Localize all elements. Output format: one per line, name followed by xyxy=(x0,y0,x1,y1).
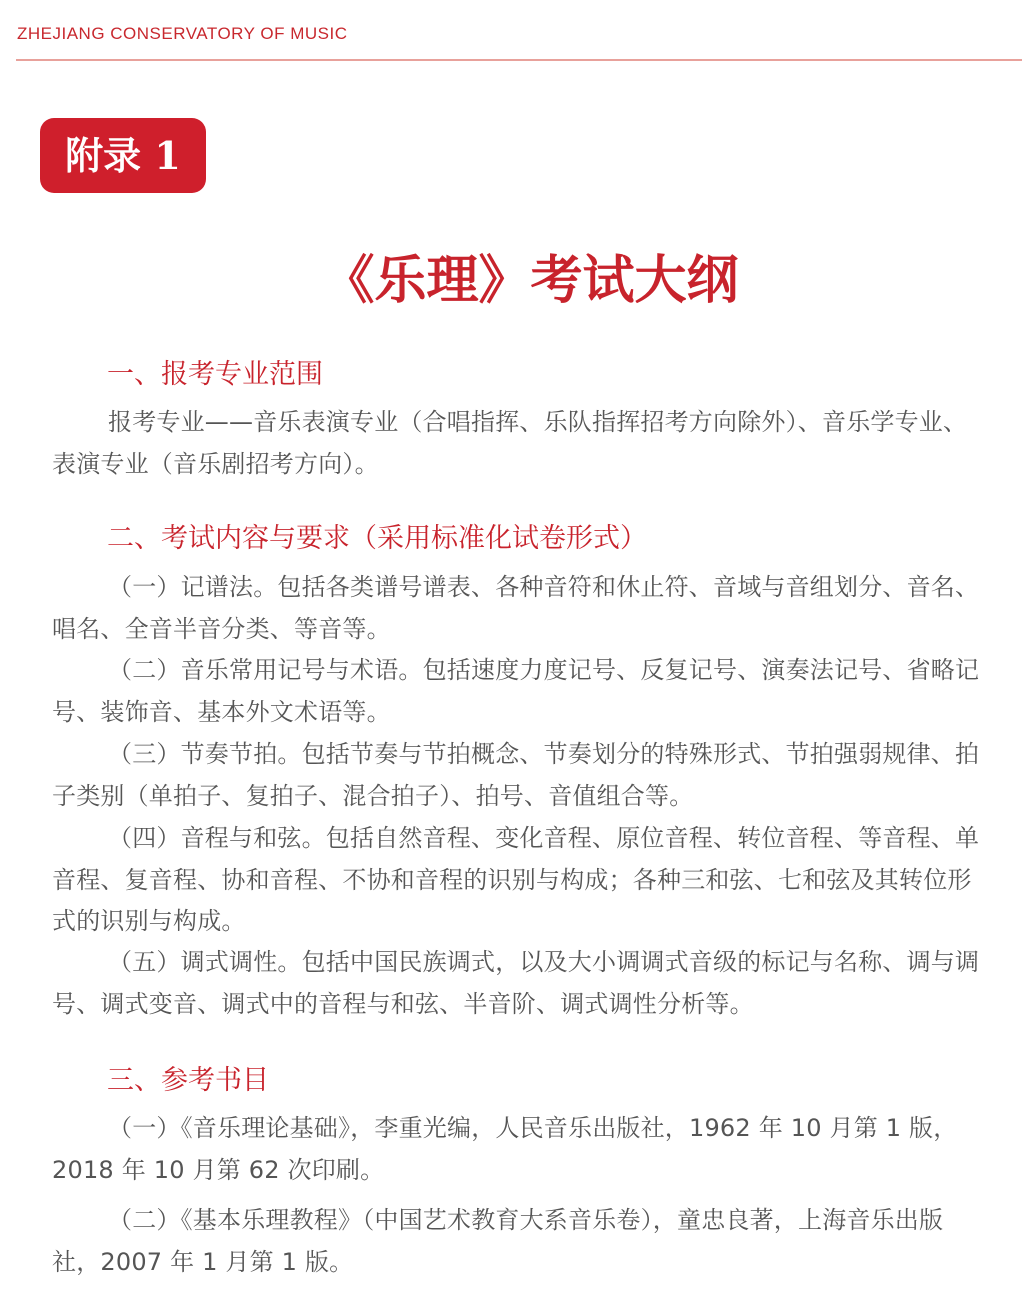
section-heading-scope: 一、报考专业范围 xyxy=(107,359,323,390)
paragraph-modes: （五）调式调性。包括中国民族调式，以及大小调调式音级的标记与名称、调与调号、调式变音、调式中的音程与和弦、半音阶、调式调性分析等。 xyxy=(52,948,980,1018)
reference-item: （二）《基本乐理教程》（中国艺术教育大系音乐卷），童忠良著，上海音乐出版社，2007 年 1 月第 1 版。 xyxy=(52,1206,944,1276)
paragraph-rhythm: （三）节奏节拍。包括节奏与节拍概念、节奏划分的特殊形式、节拍强弱规律、拍子类别（单拍子、复拍子、混合拍子）、拍号、音值组合等。 xyxy=(52,740,980,810)
paragraph-notation: （一）记谱法。包括各类谱号谱表、各种音符和休止符、音域与音组划分、音名、唱名、全音半音分类、等音等。 xyxy=(52,573,980,643)
reference-item: （一）《音乐理论基础》，李重光编，人民音乐出版社，1962 年 10 月第 1 版，2018 年 10 月第 62 次印刷。 xyxy=(52,1114,958,1184)
paragraph-scope: 报考专业——音乐表演专业（合唱指挥、乐队指挥招考方向除外）、音乐学专业、表演专业（音乐剧招考方向）。 xyxy=(52,408,968,478)
appendix-badge: 附录 1 xyxy=(40,118,206,193)
section-heading-references: 三、参考书目 xyxy=(107,1065,269,1096)
paragraph-terms: （二）音乐常用记号与术语。包括速度力度记号、反复记号、演奏法记号、省略记号、装饰音、基本外文术语等。 xyxy=(52,656,980,726)
section-heading-content: 二、考试内容与要求（采用标准化试卷形式） xyxy=(107,523,647,554)
header-title: ZHEJIANG CONSERVATORY OF MUSIC xyxy=(17,24,348,43)
paragraph-intervals: （四）音程与和弦。包括自然音程、变化音程、原位音程、转位音程、等音程、单音程、复音程、协和音程、不协和音程的识别与构成；各种三和弦、七和弦及其转位形式的识别与构成。 xyxy=(52,824,980,935)
document-title: 《乐理》考试大纲 xyxy=(322,250,739,311)
header-divider xyxy=(16,59,1022,61)
